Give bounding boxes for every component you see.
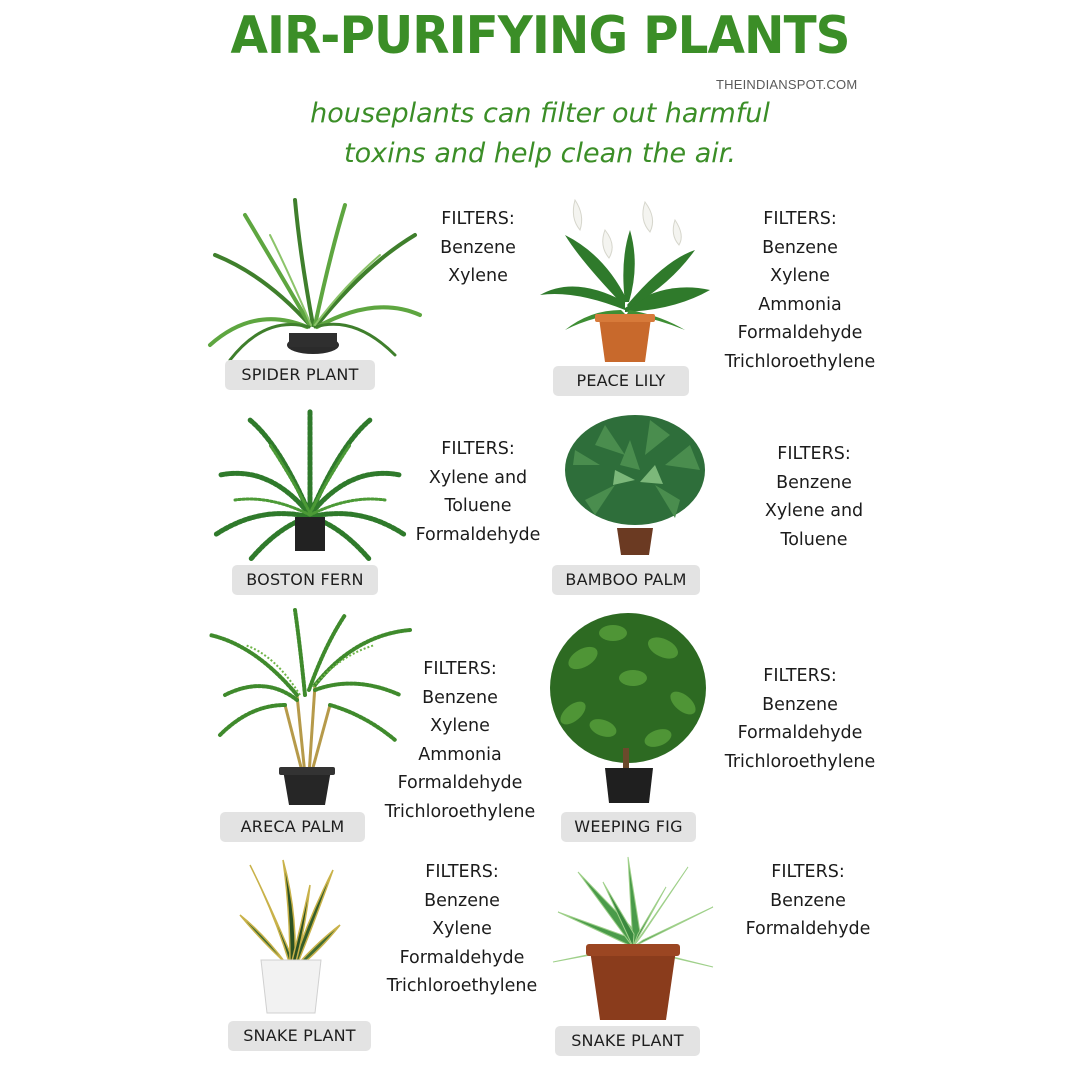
filter-item: Benzene <box>762 694 838 715</box>
snake-plant-image <box>548 852 718 1022</box>
filter-item: Trichloroethylene <box>384 801 536 822</box>
filters-list <box>383 435 573 549</box>
filters-heading: FILTERS: <box>441 209 515 229</box>
filter-item: Xylene <box>448 266 508 287</box>
plant-label: WEEPING FIG <box>561 812 696 842</box>
filter-item: Xylene <box>432 919 492 940</box>
filter-item: Xylene and <box>764 501 864 522</box>
plant-label: PEACE LILY <box>553 366 689 396</box>
filter-item: Xylene and <box>428 467 528 488</box>
filter-item: Toluene <box>780 529 848 550</box>
filter-item: Formaldehyde <box>399 947 525 968</box>
filter-item: Benzene <box>424 890 500 911</box>
plant-label: SPIDER PLANT <box>225 360 375 390</box>
bamboo-palm-image <box>555 410 715 560</box>
boston-fern-image <box>210 405 410 565</box>
filters-list <box>705 662 895 776</box>
filters-list <box>367 858 557 1001</box>
page-title: AIR-PURIFYING PLANTS <box>230 6 850 66</box>
filter-item: Benzene <box>770 890 846 911</box>
filters-heading: FILTERS: <box>771 862 845 882</box>
peace-lily-image <box>535 190 715 365</box>
filters-heading: FILTERS: <box>763 666 837 686</box>
filter-item: Benzene <box>440 237 516 258</box>
plant-label: ARECA PALM <box>220 812 365 842</box>
filter-item: Benzene <box>762 237 838 258</box>
filters-list <box>365 655 555 827</box>
subtitle-line-1: houseplants can filter out harmful <box>310 98 770 129</box>
filter-item: Benzene <box>422 687 498 708</box>
filter-item: Ammonia <box>418 744 502 765</box>
filter-item: Formaldehyde <box>397 773 523 794</box>
filter-item: Trichloroethylene <box>386 976 538 997</box>
filters-list <box>719 440 909 554</box>
filter-item: Formaldehyde <box>737 723 863 744</box>
filter-item: Trichloroethylene <box>724 351 876 372</box>
weeping-fig-image <box>543 608 713 808</box>
plant-label: SNAKE PLANT <box>228 1021 371 1051</box>
plant-label: BAMBOO PALM <box>552 565 700 595</box>
filters-heading: FILTERS: <box>441 439 515 459</box>
source-credit: THEINDIANSPOT.COM <box>716 77 858 92</box>
filters-heading: FILTERS: <box>425 862 499 882</box>
filter-item: Formaldehyde <box>745 919 871 940</box>
plant-label: SNAKE PLANT <box>555 1026 700 1056</box>
filters-list <box>713 858 903 944</box>
filter-item: Xylene <box>430 716 490 737</box>
filter-item: Formaldehyde <box>737 323 863 344</box>
filter-item: Benzene <box>776 472 852 493</box>
filter-item: Toluene <box>444 496 512 517</box>
subtitle <box>240 94 840 174</box>
plant-label: BOSTON FERN <box>232 565 378 595</box>
filters-list <box>705 205 895 377</box>
filters-heading: FILTERS: <box>763 209 837 229</box>
filter-item: Ammonia <box>758 294 842 315</box>
snake-plant-image <box>235 855 345 1015</box>
subtitle-line-2: toxins and help clean the air. <box>343 138 736 169</box>
filters-heading: FILTERS: <box>777 444 851 464</box>
filters-heading: FILTERS: <box>423 659 497 679</box>
filter-item: Formaldehyde <box>415 524 541 545</box>
filter-item: Trichloroethylene <box>724 751 876 772</box>
filter-item: Xylene <box>770 266 830 287</box>
